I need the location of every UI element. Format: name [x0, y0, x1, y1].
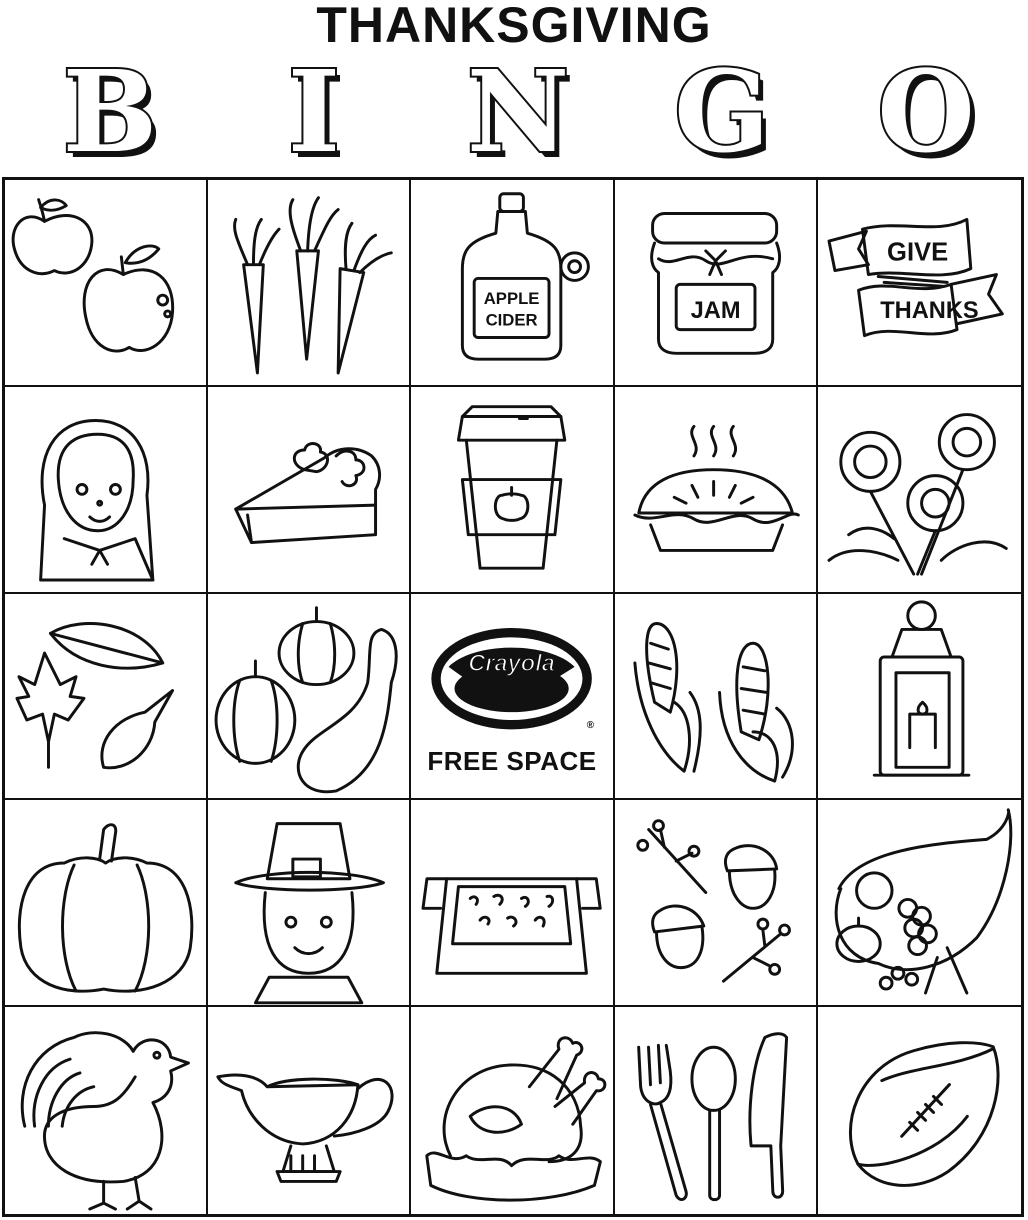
- sunflowers-icon: [818, 387, 1021, 592]
- leaves-icon: [5, 594, 206, 799]
- banner-text-give: GIVE: [886, 238, 948, 267]
- letter-n: N: [466, 47, 570, 178]
- cell-give-thanks[interactable]: [818, 180, 1021, 387]
- cell-football[interactable]: [818, 1007, 1021, 1214]
- cell-cornucopia[interactable]: [818, 800, 1021, 1007]
- cell-corn[interactable]: [615, 594, 818, 801]
- corn-icon: [615, 594, 816, 799]
- bingo-letters: [0, 47, 1028, 178]
- acorns-berries-icon: [615, 800, 816, 1005]
- cell-pilgrim-girl[interactable]: [5, 387, 208, 594]
- cell-lantern[interactable]: [818, 594, 1021, 801]
- cell-apple-cider[interactable]: [411, 180, 614, 387]
- cell-jam[interactable]: [615, 180, 818, 387]
- cell-carrots[interactable]: [208, 180, 411, 387]
- pie-icon: [615, 387, 816, 592]
- banner-text-thanks: THANKS: [880, 297, 979, 324]
- utensils-icon: [615, 1007, 816, 1214]
- pumpkin-icon: [5, 800, 206, 1005]
- apples-icon: [5, 180, 206, 385]
- give-thanks-banner-icon: [818, 180, 1021, 385]
- cell-utensils[interactable]: [615, 1007, 818, 1214]
- cell-pie-slice[interactable]: [208, 387, 411, 594]
- cell-pie[interactable]: [615, 387, 818, 594]
- casserole-icon: [411, 800, 612, 1005]
- jam-jar-icon: [615, 180, 816, 385]
- turkey-icon: [5, 1007, 206, 1214]
- registered-mark: ®: [587, 719, 595, 731]
- cider-label-line2: CIDER: [485, 310, 539, 330]
- cider-label-line1: APPLE: [484, 289, 540, 309]
- carrots-icon: [208, 180, 409, 385]
- cell-apples[interactable]: [5, 180, 208, 387]
- free-space-label: FREE SPACE: [427, 745, 597, 776]
- roast-turkey-icon: [411, 1007, 612, 1214]
- cell-casserole[interactable]: [411, 800, 614, 1007]
- cell-pumpkin[interactable]: [5, 800, 208, 1007]
- crayola-wordmark: Crayola: [468, 650, 556, 677]
- football-icon: [818, 1007, 1021, 1214]
- pilgrim-boy-icon: [208, 800, 409, 1005]
- pie-slice-icon: [208, 387, 409, 592]
- pilgrim-girl-icon: [5, 387, 206, 592]
- coffee-cup-icon: [411, 387, 612, 592]
- apple-cider-jug-icon: [411, 180, 612, 385]
- cell-gravy[interactable]: [208, 1007, 411, 1214]
- letter-o: O: [877, 47, 975, 178]
- page-title: THANKSGIVING: [316, 0, 712, 53]
- gravy-boat-icon: [208, 1007, 409, 1214]
- jam-label: JAM: [690, 297, 741, 324]
- cell-pilgrim-boy[interactable]: [208, 800, 411, 1007]
- letter-g: G: [674, 47, 770, 178]
- gourds-icon: [208, 594, 409, 799]
- cell-turkey[interactable]: [5, 1007, 208, 1214]
- lantern-icon: [818, 594, 1021, 799]
- cell-leaves[interactable]: [5, 594, 208, 801]
- letter-b: B: [62, 47, 158, 178]
- bingo-grid: [2, 177, 1024, 1217]
- cell-sunflowers[interactable]: [818, 387, 1021, 594]
- cell-roast-turkey[interactable]: [411, 1007, 614, 1214]
- cell-free-space[interactable]: [411, 594, 614, 801]
- cell-gourds[interactable]: [208, 594, 411, 801]
- cell-acorns-berries[interactable]: [615, 800, 818, 1007]
- cornucopia-icon: [818, 800, 1021, 1005]
- letter-i: I: [287, 47, 341, 178]
- cell-coffee[interactable]: [411, 387, 614, 594]
